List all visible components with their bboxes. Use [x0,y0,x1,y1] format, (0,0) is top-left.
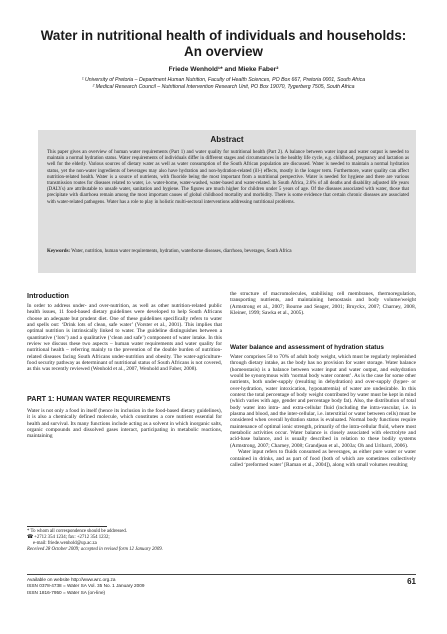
issn-print: ISSN 0378-4738 = Water SA Vol. 35 No. 1 January 2009 [27,583,145,589]
abstract-text: This paper gives an overview of human water requirements (Part 1) and water quality for nutritional health (Part 2). A balance between water input and water output is needed to maintain a normal hydration status. Water requirements of individuals differ in different stages and circumstances in the healthy life cycle, e.g. childhood, pregnancy and lactation as well for the elderly. Various sources of dietary water as well as water consumption of the South African population are discussed. Water is needed to maintain a normal hydration status, yet the non-water ingredients of beverages may also have hydration and non-hydration-related (ill-) effects, mostly in the longer term. Furthermore, water quality can affect nutrition-related health. Water is a source of nutrients, with fluoride being the most important from a nutritional perspective. Water is needed for hygiene and there are various transmission routes for diseases related to water, i.e. water-borne, water-washed, water-based and water-related. In South Africa, 2.6% of all deaths and disability adjusted life years (DALYs) are attributable to unsafe water, sanitation and hygiene. The figures are much higher for children under 5 years of age. Of the diseases associated with water, those that precipitate with diarrhoea remain among the most important causes of global childhood mortality and morbidity. There is some evidence that certain chronic diseases are associated with water-related pathogens. Water has a role to play in holistic multi-sectoral interventions addressing nutritional problems. [47,150,409,205]
website-line: Available on website http://www.wrc.org.za [27,577,116,582]
authors: Friede Wenhold¹* and Mieke Faber² [168,66,279,73]
part1-heading: PART 1: HUMAN WATER REQUIREMENTS [27,394,171,403]
water-balance-heading: Water balance and assessment of hydration status [230,344,384,351]
water-balance-text: Water comprises 50 to 70% of adult body weight, which must be regularly replenished through dietary intake, as the body has no provision for water storage. Water balance (homeostasis) is a balance between water input and water output, and euhydration would be synonymous with ‘normal body water content’. As is the case for some other nutrients, both under-supply (resulting in dehydration) and over-supply (hyper- or over-hydration, water intoxication, hyponatremia) of water are undesirable. In this context the total percentage of body weight contributed by water must be kept in mind (which varies with age, gender and percentage body fat). Also, the distribution of total body water into intra- and extra-cellular fluid (including the intra-vascular, i.e. in plasma and blood, and the inter-cellular, i.e. interstitial or water between cells) must be considered when overall hydration status is evaluated. Normal body functions require maintenance of optimal ionic strength, primarily of the intra-cellular fluid, where most metabolic activities occur. Water balance is closely associated with electrolyte and acid-base balance, and is usually described in relation to these bodily systems (Armstrong, 2007; Charney, 2008; Grandjean et al., 2003a; Oh and Uribarri, 2006). [230,354,416,449]
footnotes [27,529,222,553]
footer-divider [27,574,416,575]
water-input-text: Water input refers to fluids consumed as beverages, as either pure water or water contained in drinks, and as part of food (both of which are sometimes collectively called ‘preformed water’ [Raman et al., 2004]), along with small volumes resulting [230,449,416,468]
abstract-heading: Abstract [210,135,244,144]
keywords-label: Keywords: [47,249,71,254]
title-line-1: Water in nutritional health of individuals and households: [40,28,407,43]
correspondence-note: * To whom all correspondence should be addressed. [27,529,128,534]
title-line-2: An overview [184,44,263,59]
affiliation-1: ¹ University of Pretoria – Department Human Nutrition, Faculty of Health Sciences, PO Box 667, Pretoria 0001, South Africa [81,77,366,83]
footnote-divider [27,526,107,527]
received-date: Received 28 October 2009; accepted in revised form 12 January 2009. [27,546,163,552]
introduction-text: In order to address under- and over-nutrition, as well as other nutrition-related public health issues, 11 food-based dietary guidelines were developed to help South Africans choose an adequate but prudent diet. One of these guidelines specifically refers to water and spells out: ‘Drink lots of clean, safe water’ (Vorster et al., 2001). This implies that optimal nutrition is intrinsically linked to water. The guideline distinguishes between a quantitative (‘lots’) and a qualitative (‘clean and safe’) component of water intake. In this review we discuss these two aspects – human water requirements and water quality for nutritional health – referring mainly to the prevention of the double burden of nutrition-related diseases facing South Africans under-nutrition and obesity. The water-agriculture-food security pathway as determinant of nutritional status of South Africans is not covered, as this was recently reviewed (Wenhold et al., 2007, Wenhold and Faber, 2008). [27,303,222,373]
affiliation-2: ² Medical Research Council – Nutritional Intervention Research Unit, PO Box 19070, Tygerberg 7505, South Africa [92,84,355,90]
introduction-heading: Introduction [27,291,69,300]
part1-text: Water is not only a food in itself (hence its inclusion in the food-based dietary guidelines), it is also a chemically defined molecule, which constitutes a core nutrient essential for health and survival. Its many functions include acting as a solvent in which inorganic salts, organic compounds and dissolved gases interact, participating in metabolic reactions, maintaining [27,408,222,440]
keywords-list: Water, nutrition, human water requirements, hydration, waterborne diseases, diarrhoea, beverages, South Africa [71,249,292,254]
water-balance-section [230,354,416,468]
issn-online: ISSN 1816-7950 = Water SA (on-line) [27,589,106,595]
email-link[interactable]: e-mail: friede.wenhold@up.ac.za [33,540,97,546]
right-column-continuation: the structure of macromolecules, stabilising cell membranes, thermoregulation, transporting nutrients, and maintaining hemostasis and body volume/weight (Armstrong et al., 2007; Bourne and Seager, 2001; Bruyckx, 2007; Charney, 2008, Kleiner, 1999; Sawka et al., 2005). [230,291,416,317]
phone-fax: ☎ +2712 354 1234; fax: +2712 354 1232; [27,534,110,540]
footer [27,577,144,596]
paper-title [0,28,447,60]
page-number: 61 [407,577,416,586]
keywords [47,249,409,255]
